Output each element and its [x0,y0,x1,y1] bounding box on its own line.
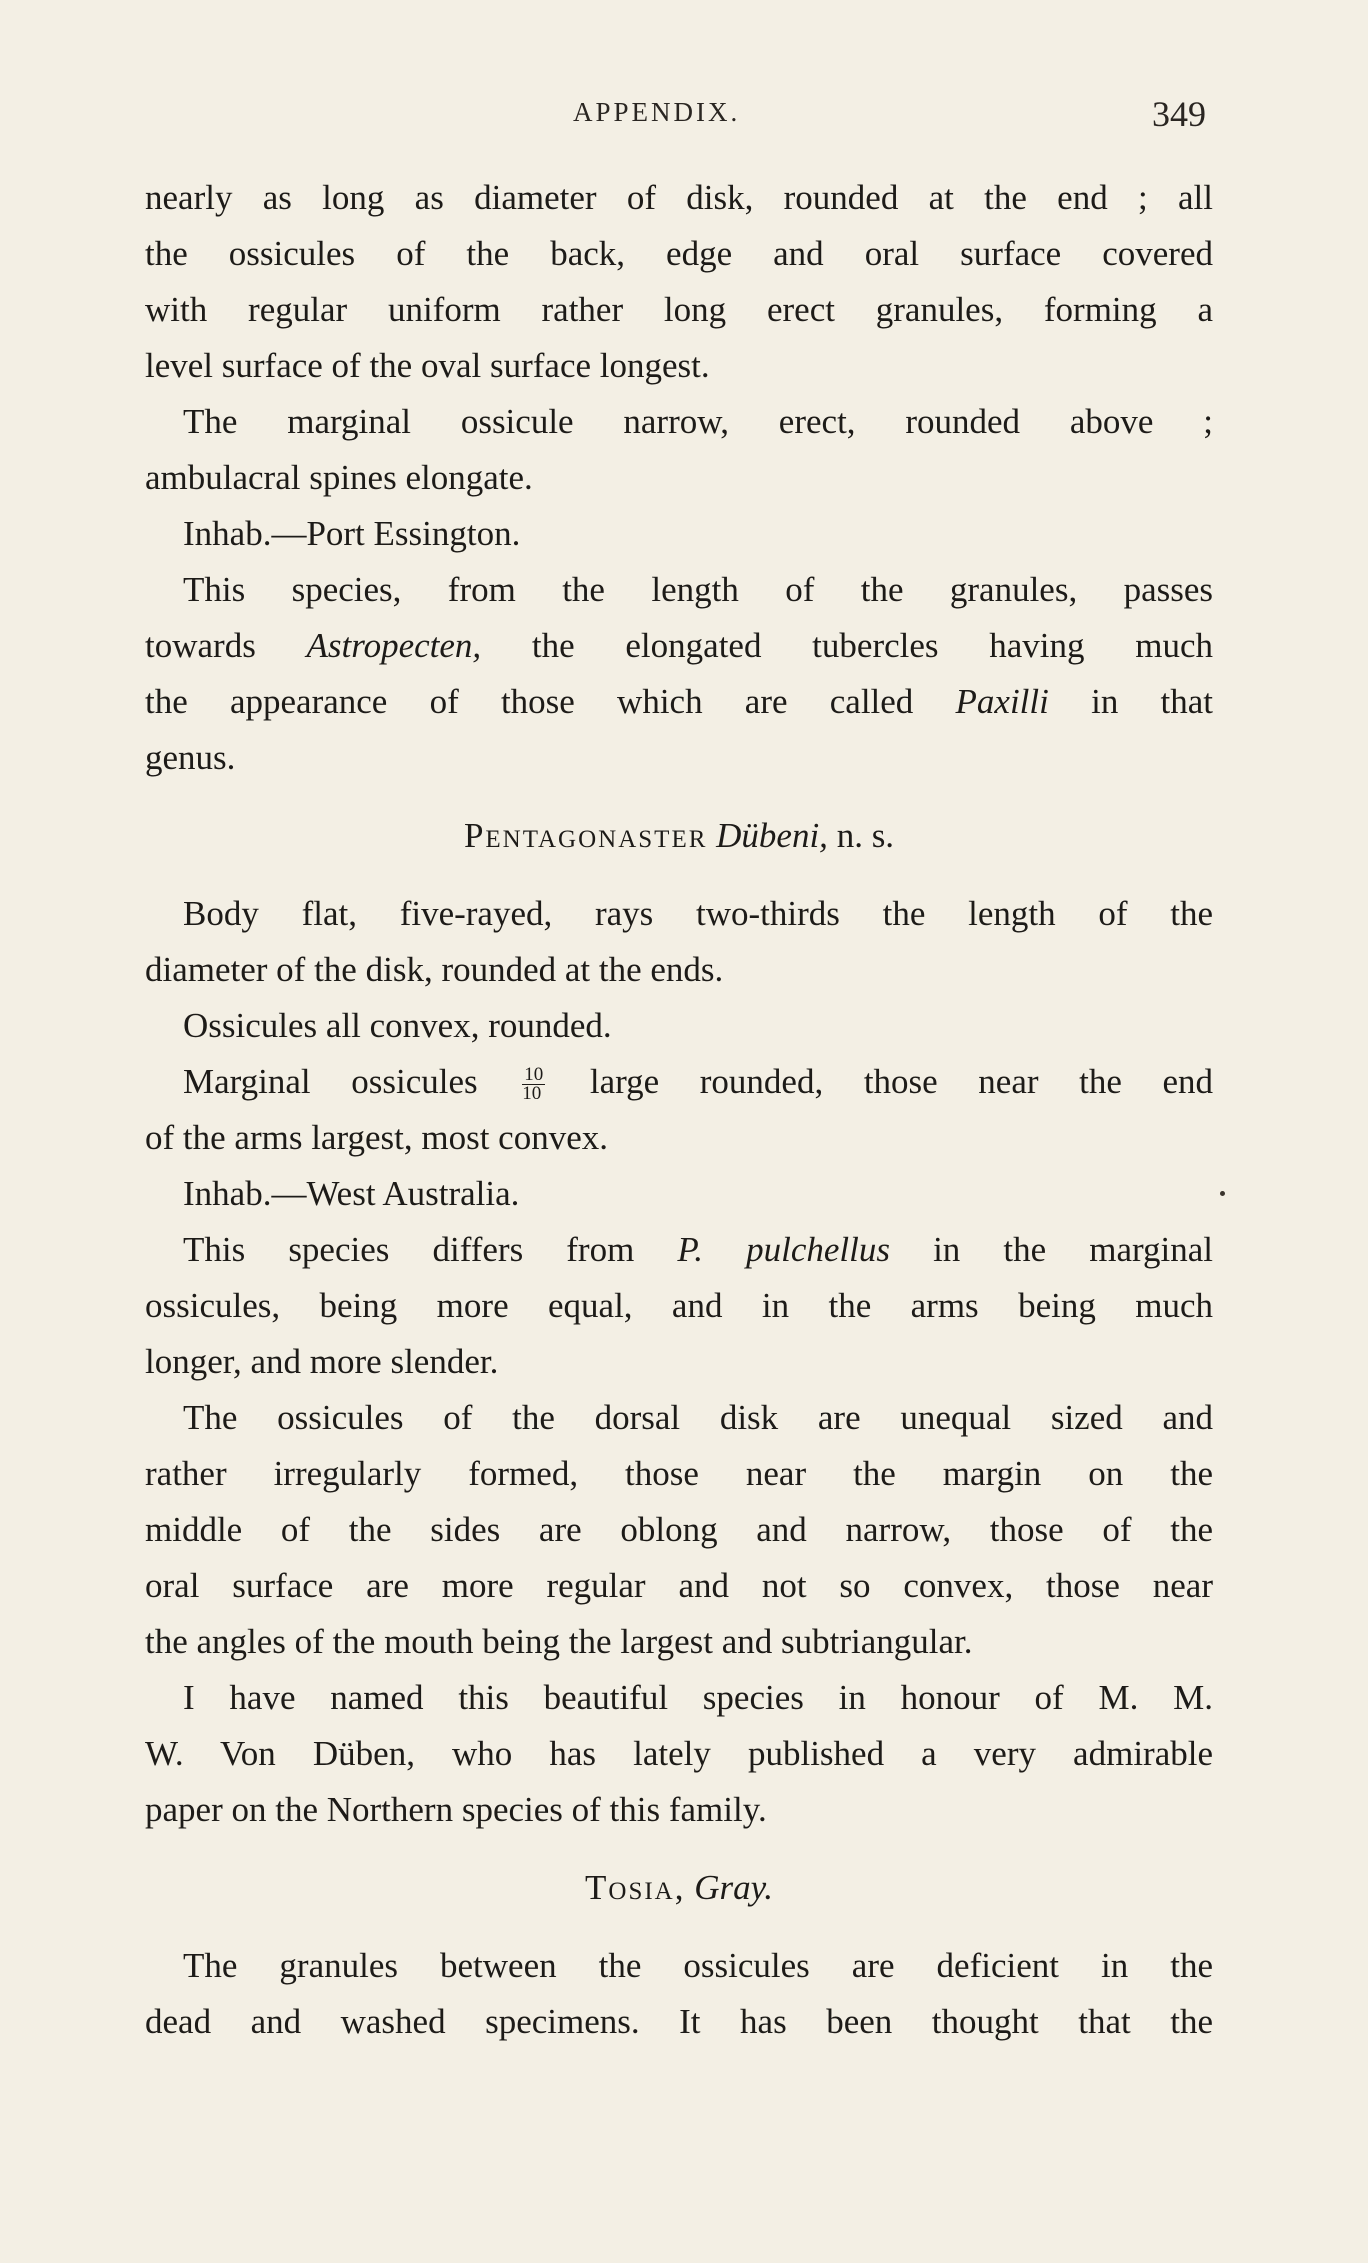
text-line: This species, from the length of the granules, passes [183,570,1213,609]
genus-name: Paxilli [955,682,1049,721]
page-number: 349 [1152,94,1206,134]
text-line: Inhab.—West Australia. [183,1174,520,1213]
text-line: genus. [145,738,236,777]
text-run: in that [1091,682,1214,721]
text-line: with regular uniform rather long erect granules, forming a [145,290,1213,329]
text-line: middle of the sides are oblong and narrow, those of the [145,1510,1213,1549]
text-run: towards [145,626,256,665]
text-line: diameter of the disk, rounded at the ends. [145,950,724,989]
text-line: rather irregularly formed, those near the margin on the [145,1454,1213,1493]
species-heading [145,786,1213,886]
text-line [145,1222,1213,1278]
page-header [148,94,1206,141]
text-line: paper on the Northern species of this family. [145,1790,767,1829]
text-line: The granules between the ossicules are deficient in the [183,1946,1213,1985]
fraction-denominator: 10 [522,1083,542,1105]
genus-heading [145,1838,1213,1938]
ink-speck [1220,1191,1225,1196]
body-text [145,170,1213,2050]
heading-genus: Pentagonaster [463,816,708,855]
text-line: nearly as long as diameter of disk, rounded at the end ; all [145,178,1213,217]
species-name: P. pulchellus [677,1230,890,1269]
text-line: I have named this beautiful species in honour of M. M. [183,1678,1213,1717]
text-run: This species differs from [183,1230,635,1269]
text-run: large rounded, those near the end [589,1062,1214,1101]
text-run: the elongated tubercles having much [531,626,1213,665]
text-line: ambulacral spines elongate. [145,458,533,497]
text-line: Ossicules all convex, rounded. [183,1006,612,1045]
text-line: the angles of the mouth being the largest and subtriangular. [145,1622,973,1661]
text-line: ossicules, being more equal, and in the arms being much [145,1286,1213,1325]
text-run: Marginal ossicules [183,1062,478,1101]
fraction-numerator: 10 [524,1064,544,1086]
heading-species: Dübeni, [716,816,828,855]
text-line: Inhab.—Port Essington. [183,514,521,553]
genus-name: Astropecten, [306,626,482,665]
text-line: longer, and more slender. [145,1342,499,1381]
text-line: dead and washed specimens. It has been thought that the [145,2002,1213,2041]
heading-author: Gray. [694,1868,773,1907]
text-line: Body flat, five-rayed, rays two-thirds the length of the [183,894,1213,933]
text-line: level surface of the oval surface longest. [145,346,710,385]
fraction [522,1066,545,1103]
heading-genus: Tosia, [585,1868,686,1907]
heading-suffix: n. s. [836,816,895,855]
text-line [145,1054,1213,1110]
running-head: APPENDIX. [573,97,741,127]
text-line [145,618,1213,674]
text-line: of the arms largest, most convex. [145,1118,608,1157]
text-line: W. Von Düben, who has lately published a very admirable [145,1734,1213,1773]
text-run: the appearance of those which are called [145,682,914,721]
text-line [145,674,1213,730]
text-line: oral surface are more regular and not so convex, those near [145,1566,1213,1605]
text-run: in the marginal [933,1230,1214,1269]
text-line: The marginal ossicule narrow, erect, rounded above ; [183,402,1213,441]
text-line: The ossicules of the dorsal disk are unequal sized and [183,1398,1213,1437]
text-line: the ossicules of the back, edge and oral surface covered [145,234,1213,273]
